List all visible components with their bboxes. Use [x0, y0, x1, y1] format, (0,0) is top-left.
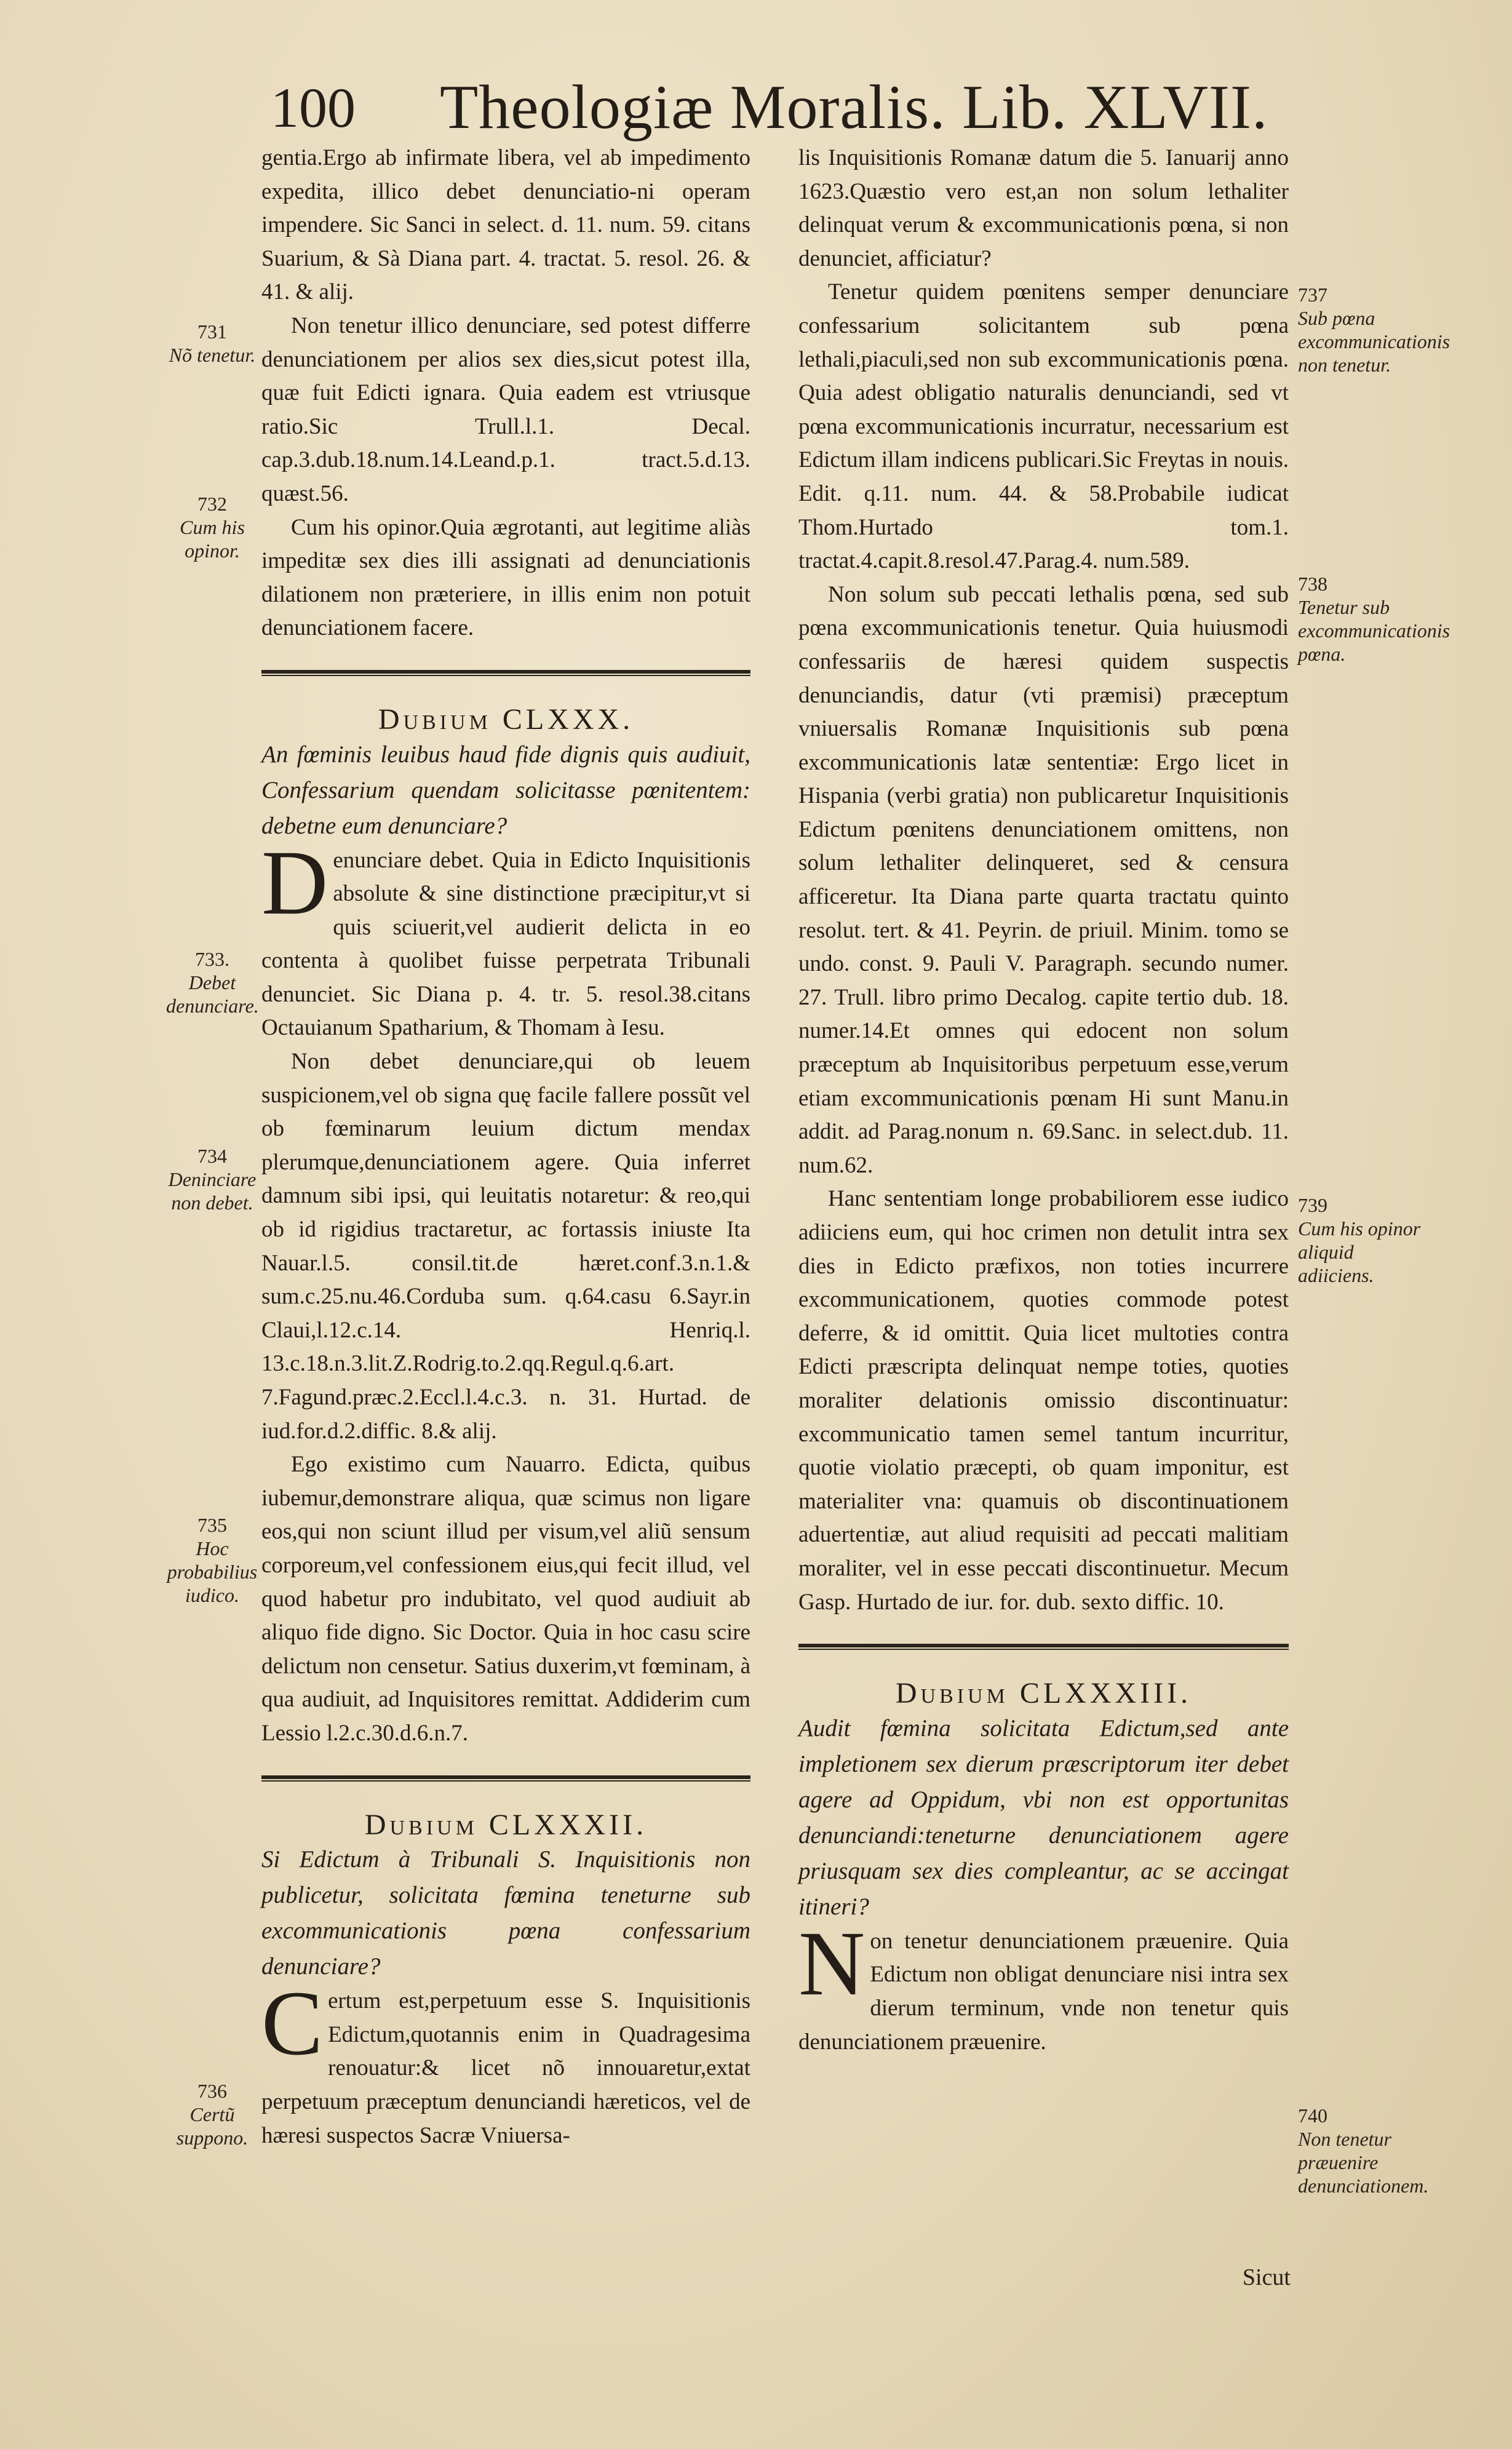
dubium-heading: Dubium CLXXXII.	[364, 1808, 648, 1841]
paragraph: Ego existimo cum Nauarro. Edicta, quibus iubemur,demonstrare aliqua, quæ scimus non ligare eos,qui non sciunt illud per visum,vel aliũ sensum corporeum,vel confessionem eius,qui fecit illud, vel quod habetur pro indubitato, vel quod audiuit ab aliquo fide digno. Sic Doctor. Quia in hoc casu scire delictum non censetur. Satius duxerim,vt fœminam, à qua audiuit, ad Inquisitores remittat. Addiderim cum Lessio l.2.c.30.d.6.n.7.	[261, 1452, 750, 1746]
paragraph: Non tenetur illico denunciare, sed potest differre denunciationem per alios sex dies,sicut potest illa, quæ fuit Edicti ignara. Quia eadem est vtriusque ratio.Sic Trull.l.1. Decal. cap.3.dub.18.num.14.Leand.p.1. tract.5.d.13. quæst.56.	[261, 313, 750, 506]
section-divider	[261, 670, 750, 676]
paragraph: Non solum sub peccati lethalis pœna, sed sub pœna excommunicationis tenetur. Quia huiusmodi confessariis de hæresi quidem suspectis denunciandis, datur (vti præmisi) præceptum vniuersalis Romanæ Inquisitionis sub pœna excommunicationis latæ sententiæ: Ergo licet in Hispania (verbi gratia) non publicaretur Inquisitionis Edictum pœnitens denunciationem omittens, non solum lethaliter delinqueret, sed & censura afficeretur. Ita Diana parte quarta tractatu quinto resolut. tert. & 41. Peyrin. de priuil. Minim. tomo se undo. const. 9. Pauli V. Paragraph. secundo numer. 27. Trull. libro primo Decalog. capite tertio dub. 18. numer.14.Et omnes qui edocent non solum præceptum ab Inquisitoribus perpetuum esse,verum etiam excommunicationis pœnam Hi sunt Manu.in addit. ad Parag.nonum n. 69.Sanc. in select.dub. 11. num.62.	[798, 581, 1289, 1178]
left-column	[261, 141, 750, 2152]
page-number: 100	[271, 76, 356, 139]
paragraph: gentia.Ergo ab infirmate libera, vel ab impedimento expedita, illico debet denunciatio-ni operam impendere. Sic Sanci in select. d. 11. num. 59. citans Suarium, & Sà Diana part. 4. tractat. 5. resol. 26. & 41. & alij.	[261, 145, 750, 305]
question: Si Edictum à Tribunali S. Inquisitionis non publicetur, solicitata fœmina teneturne sub excommunicationis pœna confessarium denunciare?	[261, 1846, 750, 1980]
question: Audit fœmina solicitata Edictum,sed ante impletionem sex dierum præscriptorum iter debet agere ad Oppidum, vbi non est opportunitas denunciandi:teneturne denunciationem agere priusquam sex dies compleantur, ac se accingat itineri?	[798, 1714, 1289, 1920]
section-divider	[261, 1775, 750, 1782]
margin-note-733: 733. Debet denunciare.	[166, 948, 259, 1017]
paragraph: Certum est,perpetuum esse S. Inquisitionis Edictum,quotannis enim in Quadragesima renouatur:& licet nõ innouaretur,extat perpetuum præceptum denunciandi hæreticos, vel de hæresi suspectos Sacræ Vniuersa-	[261, 1972, 750, 2148]
margin-note-737: 737 Sub pœna excommunicationis non tenetur.	[1298, 284, 1450, 376]
paragraph: Non tenetur denunciationem præuenire. Quia Edictum non obligat denunciare nisi intra sex dierum terminum, vnde non tenetur quis denunciationem præuenire.	[798, 1912, 1289, 2055]
paragraph: Cum his opinor.Quia ægrotanti, aut legitime aliàs impeditæ sex dies illi assignati ad denunciationis dilationem non præteriere, in illis enim non potuit denunciationem facere.	[261, 514, 750, 641]
dubium-heading: Dubium CLXXX.	[378, 703, 634, 736]
margin-note-732: 732 Cum his opinor.	[180, 493, 245, 562]
question: An fœminis leuibus haud fide dignis quis audiuit, Confessarium quendam solicitasse pœnitentem: debetne eum denunciare?	[261, 741, 750, 839]
running-header	[271, 74, 1286, 141]
paragraph: Denunciare debet. Quia in Edicto Inquisitionis absolute & sine distinctione præcipitur,vt si quis sciuerit,vel audierit delicta in eo contenta à quolibet fuisse perpetrata Tribunali denunciet. Sic Diana p. 4. tr. 5. resol.38.citans Octauianum Spatharium, & Thomam à Iesu.	[261, 831, 750, 1041]
margin-note-735: 735 Hoc probabilius iudico.	[167, 1514, 258, 1606]
catchword: Sicut	[1242, 2264, 1291, 2290]
margin-note-731: 731 Nõ tenetur.	[169, 321, 256, 366]
margin-note-739: 739 Cum his opinor aliquid adiiciens.	[1298, 1194, 1421, 1286]
margin-note-738: 738 Tenetur sub excommunicationis pœna.	[1298, 573, 1450, 665]
margin-note-740: 740 Non tenetur præuenire denunciationem.	[1298, 2105, 1429, 2197]
paragraph: Hanc sententiam longe probabiliorem esse iudico adiiciens eum, qui hoc crimen non detulit intra sex dies in Edicto præfixos, non toties incurrere excommunicationem, quoties commode potest deferre, & id omittit. Quia licet multoties contra Edicti præscripta delinquat nempe toties, quoties moraliter delationis omissio discontinuatur: excommunicatio tamen semel tantum incurritur, quotie violatio præcepti, ob quam imponitur, est materialiter vna: quamuis ob discontinuationem aduertentiæ, aut aliud requisiti ad peccati malitiam moraliter, vel in esse peccati discontinuetur. Mecum Gasp. Hurtado de iur. for. dub. sexto diffic. 10.	[798, 1186, 1289, 1615]
margin-note-734: 734 Deninciare non debet.	[168, 1145, 257, 1214]
margin-note-736: 736 Certũ suppono.	[176, 2080, 249, 2149]
paragraph: lis Inquisitionis Romanæ datum die 5. Ianuarij anno 1623.Quæstio vero est,an non solum lethaliter delinquat verum & excommunicationis pœna, si non denunciet, afficiatur?	[798, 145, 1289, 271]
running-title: Theologiæ Moralis. Lib. XLVII.	[440, 73, 1268, 142]
right-column	[798, 141, 1289, 2059]
paragraph: Non debet denunciare,qui ob leuem suspicionem,vel ob signa quę facile fallere possũt vel ob fœminarum leuium dictum mendax plerumque,denunciationem agere. Quia inferret damnum sibi ipsi, qui leuitatis notaretur: & reo,qui ob id rigidius tractaretur, ac fortassis iniuste Ita Nauar.l.5. consil.tit.de hæret.conf.3.n.1.& sum.c.25.nu.46.Corduba sum. q.64.casu 6.Sayr.in Claui,l.12.c.14. Henriq.l. 13.c.18.n.3.lit.Z.Rodrig.to.2.qq.Regul.q.6.art. 7.Fagund.præc.2.Eccl.l.4.c.3. n. 31. Hurtad. de iud.for.d.2.diffic. 8.& alij.	[261, 1049, 750, 1444]
section-divider	[798, 1644, 1289, 1650]
dubium-heading: Dubium CLXXXIII.	[895, 1677, 1192, 1710]
paragraph: Tenetur quidem pœnitens semper denunciare confessarium solicitantem sub pœna lethali,piaculi,sed non sub excommunicationis pœna. Quia adest obligatio naturalis denunciandi, sed vt pœna excommunicationis incurratur, necessarium est Edictum illam indicens publicari.Sic Freytas in nouis. Edit. q.11. num. 44. & 58.Probabile iudicat Thom.Hurtado tom.1. tractat.4.capit.8.resol.47.Parag.4. num.589.	[798, 279, 1289, 574]
